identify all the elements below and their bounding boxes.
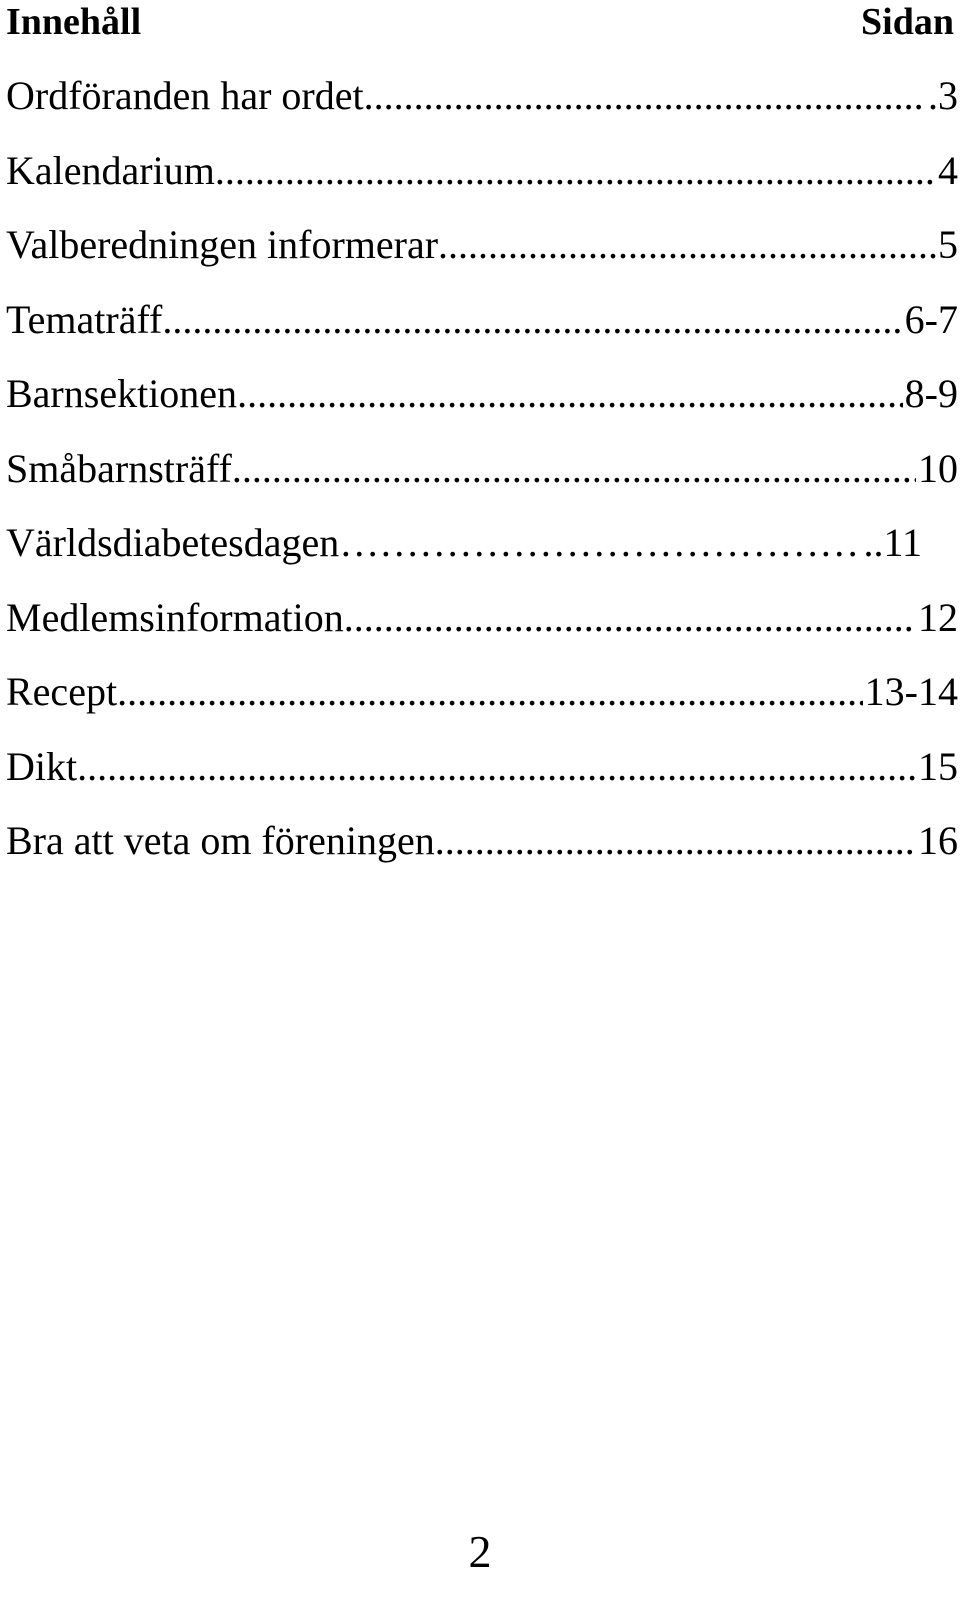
toc-entry[interactable] <box>6 594 958 669</box>
toc-entry[interactable] <box>6 668 958 743</box>
toc-entry-title: Bra att veta om föreningen <box>6 818 435 863</box>
toc-entry-page: 13-14 <box>864 669 958 714</box>
toc-entry-title: Medlemsinformation <box>6 594 344 640</box>
toc-entry-page: 12 <box>918 594 958 640</box>
toc-entry-title: Dikt <box>6 743 78 789</box>
toc-entry-page: ..11 <box>863 520 922 565</box>
dot-leader <box>438 221 936 269</box>
toc-heading: Innehåll <box>6 1 142 43</box>
toc-entry-title: Småbarnsträff <box>6 445 232 491</box>
toc-entry[interactable] <box>6 72 958 147</box>
toc-entry[interactable] <box>6 221 958 296</box>
toc-entry[interactable] <box>6 817 958 892</box>
toc-entry-page: .3 <box>928 73 958 118</box>
dot-leader <box>215 147 936 195</box>
toc-entry-title: Ordföranden har ordet <box>6 73 364 118</box>
ellipsis-leader <box>339 519 861 567</box>
toc-entry-title: Tematräff <box>6 296 163 342</box>
table-of-contents <box>6 72 958 892</box>
dot-leader <box>162 296 902 344</box>
dot-leader <box>237 370 903 418</box>
toc-entry-page: 15 <box>918 743 958 789</box>
page-number: 2 <box>468 1526 492 1577</box>
toc-entry-page: 10 <box>918 445 958 491</box>
toc-entry[interactable] <box>6 445 958 520</box>
toc-entry-page: 4 <box>938 147 958 193</box>
dot-leader <box>232 445 916 493</box>
toc-entry-title: Kalendarium <box>6 147 215 193</box>
toc-entry-title: Recept <box>6 669 118 714</box>
toc-entry-page: 5 <box>938 222 958 267</box>
dot-leader <box>435 817 916 865</box>
dot-leader <box>364 72 926 120</box>
dot-leader <box>77 743 916 791</box>
toc-header <box>6 0 954 44</box>
toc-entry[interactable] <box>6 743 958 818</box>
toc-entry-title: Barnsektionen <box>6 371 238 416</box>
toc-entry-page: 16 <box>918 818 958 863</box>
toc-entry-page: 8-9 <box>904 371 958 416</box>
toc-entry-title: Världsdiabetesdagen <box>6 520 340 565</box>
toc-entry[interactable] <box>6 370 958 445</box>
dot-leader <box>344 594 916 642</box>
toc-entry-title: Valberedningen informerar <box>6 222 439 267</box>
toc-entry[interactable] <box>6 519 958 594</box>
toc-entry[interactable] <box>6 296 958 371</box>
page-column-heading: Sidan <box>861 1 954 43</box>
toc-entry-page: 6-7 <box>904 296 958 342</box>
dot-leader <box>117 668 863 716</box>
toc-entry[interactable] <box>6 147 958 222</box>
